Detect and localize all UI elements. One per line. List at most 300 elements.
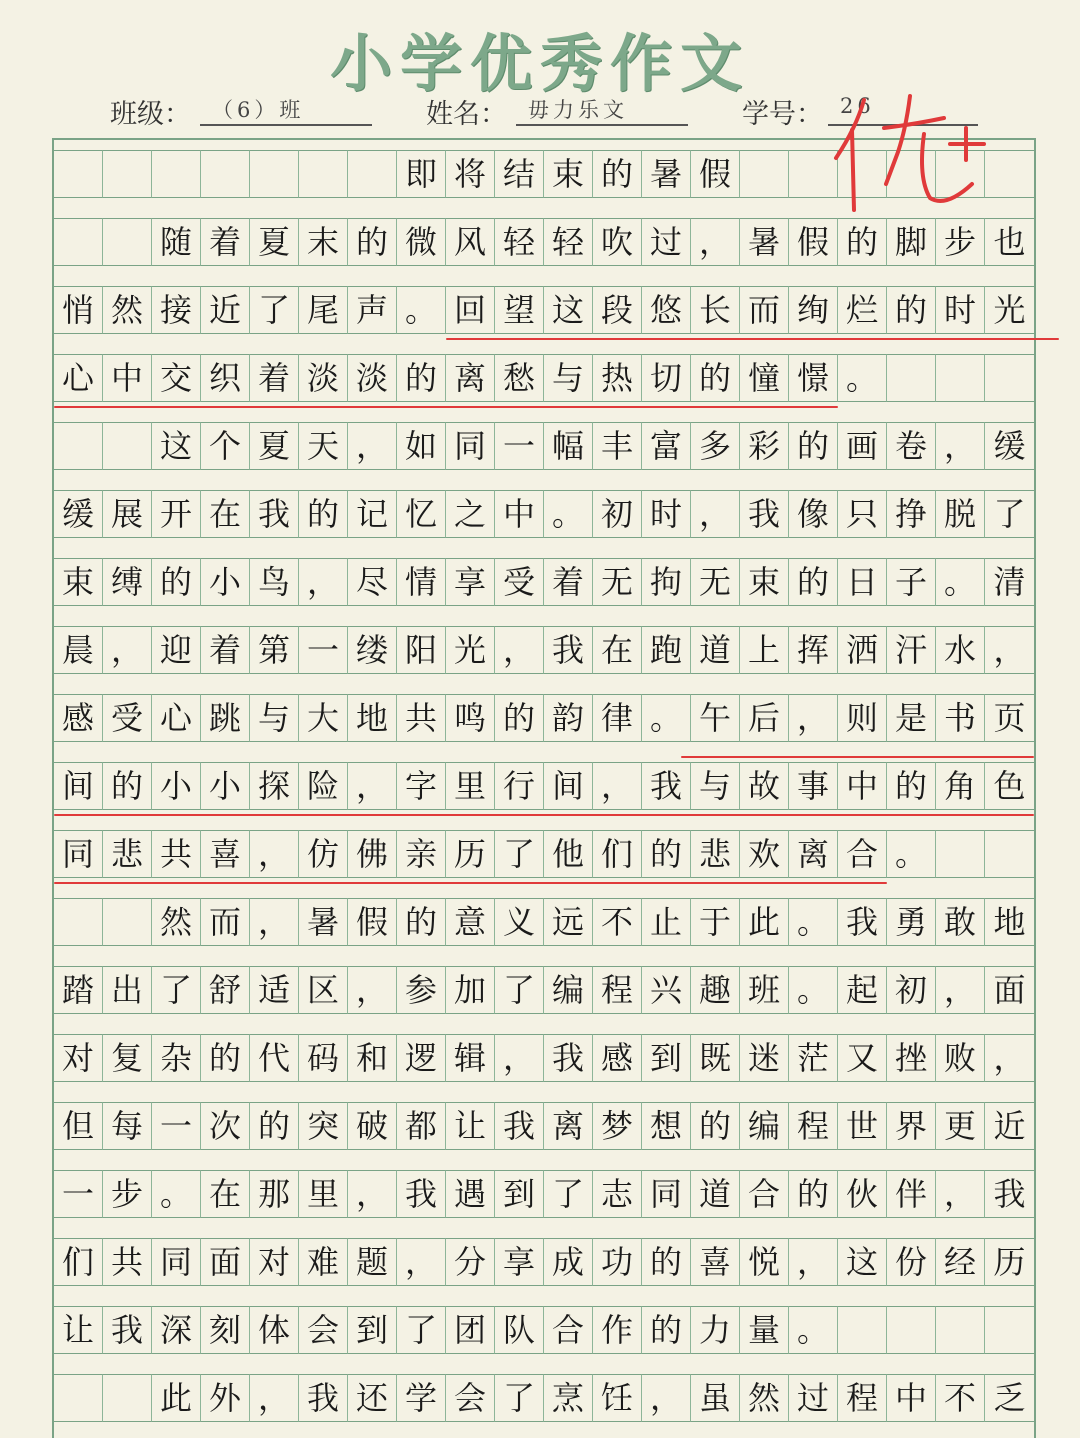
grid-cell: 的	[103, 762, 152, 810]
grid-cell: 受	[103, 694, 152, 742]
grid-cell: 意	[446, 898, 495, 946]
grid-cell: 里	[299, 1170, 348, 1218]
grid-cell: 子	[887, 558, 936, 606]
grid-cell: 我	[642, 762, 691, 810]
grid-cell: 代	[250, 1034, 299, 1082]
grid-cell: 迷	[740, 1034, 789, 1082]
grid-cell: 的	[887, 286, 936, 334]
grid-cell: 饪	[593, 1374, 642, 1422]
grid-cell: 历	[985, 1238, 1034, 1286]
grid-cell: 丰	[593, 422, 642, 470]
grid-cell: 大	[299, 694, 348, 742]
grid-cell	[887, 1306, 936, 1354]
grid-cell	[54, 150, 103, 198]
grid-cell: 夏	[250, 422, 299, 470]
grid-cell: 像	[789, 490, 838, 538]
grid-cell: 。	[544, 490, 593, 538]
grid-cell: 遇	[446, 1170, 495, 1218]
grid-cell: 多	[691, 422, 740, 470]
grid-cell: 复	[103, 1034, 152, 1082]
grid-cell: 的	[887, 762, 936, 810]
grid-cell: 学	[397, 1374, 446, 1422]
grid-cell: 间	[544, 762, 593, 810]
grid-cell	[103, 898, 152, 946]
grid-cell: 在	[201, 490, 250, 538]
grid-cell: 对	[54, 1034, 103, 1082]
grid-cell: 辑	[446, 1034, 495, 1082]
grid-cell: 到	[348, 1306, 397, 1354]
grid-cell: ，	[985, 1034, 1034, 1082]
grid-cell: 佛	[348, 830, 397, 878]
grid-cell: 的	[691, 1102, 740, 1150]
grid-cell: 淡	[299, 354, 348, 402]
grid-cell: 都	[397, 1102, 446, 1150]
grid-cell: 还	[348, 1374, 397, 1422]
grid-cell: 这	[152, 422, 201, 470]
name-label: 姓名：	[426, 99, 507, 130]
grid-cell: 共	[103, 1238, 152, 1286]
grid-cell: 心	[152, 694, 201, 742]
grid-cell: 力	[691, 1306, 740, 1354]
grid-cell: ，	[348, 762, 397, 810]
grid-cell: 欢	[740, 830, 789, 878]
grid-cell: ，	[348, 966, 397, 1014]
grid-cell: 班	[740, 966, 789, 1014]
grid-cell: 的	[789, 558, 838, 606]
grid-cell: 受	[495, 558, 544, 606]
grid-cell: 中	[103, 354, 152, 402]
grid-cell	[152, 150, 201, 198]
grid-cell: 天	[299, 422, 348, 470]
grid-cell: 着	[544, 558, 593, 606]
grid-cell: 而	[740, 286, 789, 334]
grid-cell: ，	[642, 1374, 691, 1422]
grid-cell: 又	[838, 1034, 887, 1082]
grid-cell: 暑	[642, 150, 691, 198]
grid-cell: 。	[838, 354, 887, 402]
grid-cell: 第	[250, 626, 299, 674]
grid-cell: 体	[250, 1306, 299, 1354]
grid-cell: 那	[250, 1170, 299, 1218]
grid-cell: 。	[887, 830, 936, 878]
grid-cell: ，	[103, 626, 152, 674]
red-underline-mark	[54, 882, 887, 884]
grid-cell: 过	[789, 1374, 838, 1422]
grid-cell: 的	[348, 218, 397, 266]
grid-cell: 悄	[54, 286, 103, 334]
grid-cell: 与	[691, 762, 740, 810]
grid-cell: 即	[397, 150, 446, 198]
grid-cell: ，	[299, 558, 348, 606]
grid-cell: 时	[642, 490, 691, 538]
grid-cell: 悠	[642, 286, 691, 334]
grid-cell: 切	[642, 354, 691, 402]
grid-cell: 止	[642, 898, 691, 946]
grid-cell: 地	[348, 694, 397, 742]
grid-cell: 志	[593, 1170, 642, 1218]
grid-cell: 微	[397, 218, 446, 266]
grid-cell: 但	[54, 1102, 103, 1150]
grid-cell: 破	[348, 1102, 397, 1150]
grid-cell: 份	[887, 1238, 936, 1286]
grid-cell: 画	[838, 422, 887, 470]
grid-cell: 尾	[299, 286, 348, 334]
grid-cell: 亲	[397, 830, 446, 878]
grid-cell: 离	[544, 1102, 593, 1150]
grid-cell	[985, 354, 1034, 402]
grid-cell: 着	[201, 626, 250, 674]
grid-cell: 的	[201, 1034, 250, 1082]
grid-cell: 面	[201, 1238, 250, 1286]
grid-cell: 的	[593, 150, 642, 198]
grid-cell: 敢	[936, 898, 985, 946]
grid-cell: 之	[446, 490, 495, 538]
grid-cell: 而	[201, 898, 250, 946]
grid-cell: 到	[495, 1170, 544, 1218]
grid-cell: 中	[495, 490, 544, 538]
grid-cell: 。	[789, 966, 838, 1014]
grid-cell: 让	[54, 1306, 103, 1354]
grid-cell: 鸟	[250, 558, 299, 606]
grid-cell: 喜	[201, 830, 250, 878]
grid-cell: 这	[544, 286, 593, 334]
grid-cell: 共	[397, 694, 446, 742]
grid-cell	[103, 1374, 152, 1422]
grid-cell: 近	[985, 1102, 1034, 1150]
essay-line	[54, 344, 1034, 412]
grid-cell: 编	[740, 1102, 789, 1150]
grid-cell: 近	[201, 286, 250, 334]
grid-cell: 让	[446, 1102, 495, 1150]
grid-cell: 淡	[348, 354, 397, 402]
grid-cell: 间	[54, 762, 103, 810]
grid-cell: 结	[495, 150, 544, 198]
class-label: 班级：	[110, 99, 191, 130]
grid-cell: 感	[593, 1034, 642, 1082]
grid-cell: 量	[740, 1306, 789, 1354]
grid-cell: 的	[789, 1170, 838, 1218]
grid-cell: 程	[593, 966, 642, 1014]
grid-cell: 喜	[691, 1238, 740, 1286]
grid-cell: 一	[299, 626, 348, 674]
grid-cell: 了	[397, 1306, 446, 1354]
grid-cell: 挣	[887, 490, 936, 538]
grid-cell: 字	[397, 762, 446, 810]
grid-cell: 拘	[642, 558, 691, 606]
grid-cell: 缓	[54, 490, 103, 538]
grid-cell: 绚	[789, 286, 838, 334]
grid-cell: 开	[152, 490, 201, 538]
grid-cell: 道	[691, 626, 740, 674]
grid-cell: 合	[544, 1306, 593, 1354]
grid-cell: 既	[691, 1034, 740, 1082]
grid-cell: 了	[250, 286, 299, 334]
grid-cell: ，	[495, 1034, 544, 1082]
red-underline-mark	[54, 406, 838, 408]
grid-cell: 程	[838, 1374, 887, 1422]
grid-cell: 功	[593, 1238, 642, 1286]
grid-cell: 一	[54, 1170, 103, 1218]
essay-line	[54, 616, 1034, 684]
grid-cell	[838, 1306, 887, 1354]
grid-cell: 险	[299, 762, 348, 810]
grid-cell	[54, 898, 103, 946]
grid-cell: 参	[397, 966, 446, 1014]
grid-cell: 光	[446, 626, 495, 674]
grid-cell: 吹	[593, 218, 642, 266]
grid-cell	[201, 150, 250, 198]
essay-line	[54, 956, 1034, 1024]
grid-cell: 只	[838, 490, 887, 538]
grid-cell: 束	[740, 558, 789, 606]
grid-cell: 团	[446, 1306, 495, 1354]
grid-cell: 随	[152, 218, 201, 266]
grid-cell: 愁	[495, 354, 544, 402]
grid-cell: 乏	[985, 1374, 1034, 1422]
essay-line	[54, 888, 1034, 956]
grid-cell: 也	[985, 218, 1034, 266]
essay-line	[54, 1092, 1034, 1160]
red-underline-mark	[446, 338, 1059, 340]
grid-cell: 趣	[691, 966, 740, 1014]
grid-cell: 共	[152, 830, 201, 878]
essay-line	[54, 820, 1034, 888]
grid-cell: 的	[152, 558, 201, 606]
grid-cell: 起	[838, 966, 887, 1014]
grid-cell: 了	[152, 966, 201, 1014]
grid-cell: 迎	[152, 626, 201, 674]
grid-cell: 与	[544, 354, 593, 402]
grid-cell: 享	[446, 558, 495, 606]
grid-cell: 暑	[299, 898, 348, 946]
grid-cell: 了	[985, 490, 1034, 538]
grid-cell: 上	[740, 626, 789, 674]
grid-cell: 同	[642, 1170, 691, 1218]
grid-cell: 他	[544, 830, 593, 878]
grid-cell: 悲	[103, 830, 152, 878]
grid-cell: 挥	[789, 626, 838, 674]
grid-cell: 此	[740, 898, 789, 946]
grid-cell: 突	[299, 1102, 348, 1150]
grid-cell: ，	[348, 1170, 397, 1218]
grid-cell: 想	[642, 1102, 691, 1150]
grid-cell: 然	[152, 898, 201, 946]
grid-cell: 色	[985, 762, 1034, 810]
grid-cell: 适	[250, 966, 299, 1014]
grid-cell: 更	[936, 1102, 985, 1150]
grid-cell: 我	[397, 1170, 446, 1218]
grid-cell: ，	[250, 830, 299, 878]
grid-cell: 的	[838, 218, 887, 266]
grid-cell: 会	[446, 1374, 495, 1422]
grid-cell: 的	[642, 830, 691, 878]
composition-grid-paper	[52, 138, 1036, 1438]
grid-cell: 段	[593, 286, 642, 334]
grid-cell: 的	[250, 1102, 299, 1150]
grid-cell: 夏	[250, 218, 299, 266]
grid-cell: 小	[152, 762, 201, 810]
grid-cell: 小	[201, 762, 250, 810]
grid-cell: 。	[789, 898, 838, 946]
grid-cell: 水	[936, 626, 985, 674]
grid-cell: 队	[495, 1306, 544, 1354]
grid-cell: 的	[642, 1238, 691, 1286]
grid-cell: 区	[299, 966, 348, 1014]
grid-cell: 织	[201, 354, 250, 402]
grid-cell: 声	[348, 286, 397, 334]
grid-cell: 作	[593, 1306, 642, 1354]
grid-cell: 然	[740, 1374, 789, 1422]
grid-cell: 同	[446, 422, 495, 470]
grid-cell: ，	[936, 966, 985, 1014]
essay-line	[54, 1296, 1034, 1364]
grid-cell: ，	[397, 1238, 446, 1286]
grid-cell: 了	[495, 1374, 544, 1422]
grid-cell: 。	[642, 694, 691, 742]
grid-cell: 角	[936, 762, 985, 810]
grid-cell: 悲	[691, 830, 740, 878]
grid-cell: 憬	[789, 354, 838, 402]
grid-cell: 了	[544, 1170, 593, 1218]
grid-cell: 合	[838, 830, 887, 878]
grid-cell: 记	[348, 490, 397, 538]
grid-cell: ，	[348, 422, 397, 470]
grid-cell: 历	[446, 830, 495, 878]
grid-cell: 的	[691, 354, 740, 402]
essay-line	[54, 276, 1034, 344]
grid-cell: 热	[593, 354, 642, 402]
grid-cell: 中	[887, 1374, 936, 1422]
grid-cell: 时	[936, 286, 985, 334]
grid-cell: 码	[299, 1034, 348, 1082]
grid-cell: 加	[446, 966, 495, 1014]
grid-cell: 悦	[740, 1238, 789, 1286]
grid-cell: 跑	[642, 626, 691, 674]
grid-cell: ，	[789, 694, 838, 742]
grid-cell: 会	[299, 1306, 348, 1354]
grid-cell: 我	[103, 1306, 152, 1354]
grid-cell: 缕	[348, 626, 397, 674]
grid-cell: 。	[152, 1170, 201, 1218]
grid-cell	[103, 422, 152, 470]
grid-cell: 一	[152, 1102, 201, 1150]
grid-cell	[936, 354, 985, 402]
grid-cell: 探	[250, 762, 299, 810]
grid-cell: 阳	[397, 626, 446, 674]
grid-cell: 心	[54, 354, 103, 402]
grid-cell	[54, 422, 103, 470]
grid-cell: 和	[348, 1034, 397, 1082]
grid-cell: 中	[838, 762, 887, 810]
grid-cell: 对	[250, 1238, 299, 1286]
grid-cell: 难	[299, 1238, 348, 1286]
essay-line	[54, 752, 1034, 820]
grid-cell: 假	[348, 898, 397, 946]
grid-cell: 交	[152, 354, 201, 402]
grid-cell: 地	[985, 898, 1034, 946]
grid-cell: 到	[642, 1034, 691, 1082]
grid-cell: 仿	[299, 830, 348, 878]
page-title: 小学优秀作文	[329, 27, 750, 100]
essay-line	[54, 208, 1034, 276]
grid-cell: 同	[152, 1238, 201, 1286]
grid-cell: 界	[887, 1102, 936, 1150]
grid-cell: 富	[642, 422, 691, 470]
grid-cell: 缚	[103, 558, 152, 606]
grid-cell: 无	[593, 558, 642, 606]
grid-cell: 的	[789, 422, 838, 470]
grid-cell: 世	[838, 1102, 887, 1150]
grid-cell: 我	[838, 898, 887, 946]
grid-cell: 假	[691, 150, 740, 198]
grid-cell: 的	[397, 898, 446, 946]
grid-cell: 深	[152, 1306, 201, 1354]
grid-cell: 憧	[740, 354, 789, 402]
grid-cell	[54, 1374, 103, 1422]
grid-cell: 无	[691, 558, 740, 606]
grid-cell	[103, 218, 152, 266]
essay-line	[54, 480, 1034, 548]
grid-cell: 离	[789, 830, 838, 878]
grid-cell: 长	[691, 286, 740, 334]
grid-cell: 卷	[887, 422, 936, 470]
grid-cell: 书	[936, 694, 985, 742]
grid-cell: 们	[593, 830, 642, 878]
grid-cell: 在	[593, 626, 642, 674]
grid-cell: 踏	[54, 966, 103, 1014]
grid-cell: 脚	[887, 218, 936, 266]
grid-cell: 然	[103, 286, 152, 334]
grid-cell: 过	[642, 218, 691, 266]
grid-cell: 着	[250, 354, 299, 402]
grid-cell: ，	[936, 1170, 985, 1218]
grid-cell: 清	[985, 558, 1034, 606]
grid-cell: 这	[838, 1238, 887, 1286]
grid-cell	[54, 218, 103, 266]
grid-cell: 享	[495, 1238, 544, 1286]
grid-cell: 页	[985, 694, 1034, 742]
grid-cell: 虽	[691, 1374, 740, 1422]
grid-cell: 着	[201, 218, 250, 266]
grid-cell: 题	[348, 1238, 397, 1286]
essay-line	[54, 548, 1034, 616]
grid-cell: 了	[495, 966, 544, 1014]
grid-cell: 接	[152, 286, 201, 334]
grid-cell: 回	[446, 286, 495, 334]
grid-cell: 行	[495, 762, 544, 810]
grid-cell: 编	[544, 966, 593, 1014]
grid-cell: 跳	[201, 694, 250, 742]
grid-cell: 望	[495, 286, 544, 334]
grid-cell: 的	[299, 490, 348, 538]
grid-cell: 故	[740, 762, 789, 810]
red-underline-mark	[681, 756, 1034, 758]
grid-cell: 晨	[54, 626, 103, 674]
name-field: 毋力乐文	[516, 94, 688, 126]
grid-cell: 们	[54, 1238, 103, 1286]
grade-mark	[826, 88, 1006, 218]
grid-cell: 汗	[887, 626, 936, 674]
essay-line	[54, 412, 1034, 480]
grid-cell: 彩	[740, 422, 789, 470]
grid-cell: 经	[936, 1238, 985, 1286]
grid-cell: 义	[495, 898, 544, 946]
grid-cell	[103, 150, 152, 198]
grid-cell: 不	[593, 898, 642, 946]
grid-cell: 勇	[887, 898, 936, 946]
grid-cell: 我	[544, 626, 593, 674]
grid-cell: 次	[201, 1102, 250, 1150]
